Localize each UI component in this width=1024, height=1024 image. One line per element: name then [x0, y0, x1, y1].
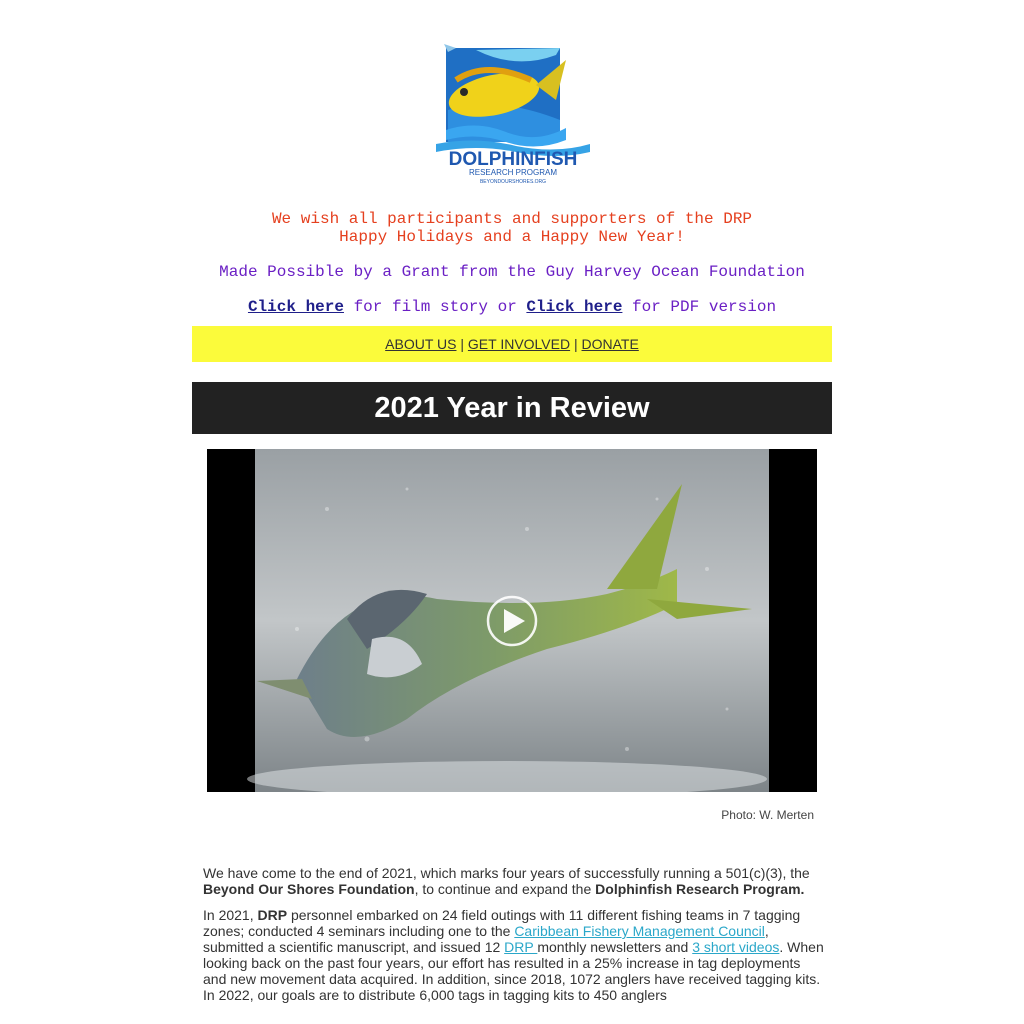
nav-separator: |: [573, 336, 578, 352]
drp-newsletters-link[interactable]: DRP: [504, 939, 538, 955]
short-videos-link[interactable]: 3 short videos: [692, 939, 780, 955]
logo-subtitle: RESEARCH PROGRAM: [468, 168, 558, 177]
holiday-greeting: [192, 210, 832, 246]
cfmc-link[interactable]: Caribbean Fishery Management Council: [514, 923, 765, 939]
nav-separator: |: [460, 336, 465, 352]
logo-url: BEYONDOURSHORES.ORG: [479, 179, 547, 185]
grant-text: Made Possible by a Grant from the Guy Harvey Ocean Foundation: [219, 263, 805, 281]
nav-bar: [192, 326, 832, 362]
greeting-line-2: Happy Holidays and a Happy New Year!: [339, 228, 685, 246]
video-player[interactable]: [207, 449, 817, 792]
article-body: [203, 865, 825, 1013]
pdf-version-link[interactable]: Click here: [526, 298, 623, 316]
links-mid-text: for film story or: [343, 298, 527, 316]
dolphinfish-logo-icon: [436, 40, 590, 186]
nav-about-us-link[interactable]: ABOUT US: [385, 336, 457, 352]
nav-donate-link[interactable]: DONATE: [581, 336, 639, 352]
photo-credit: Photo: W. Merten: [721, 808, 814, 822]
video-thumbnail: [207, 449, 817, 792]
dolphinfish-logo[interactable]: [436, 40, 590, 186]
section-banner-title: 2021 Year in Review: [192, 382, 832, 434]
logo-title: DOLPHINFISH: [448, 149, 578, 170]
paragraph-2: In 2021, DRP personnel embarked on 24 field outings with 11 different fishing teams in 7 tagging zones; conducted 4 seminars including one to the Caribbean Fishery Management Council, submitted a scientific manuscript, and issued 12 DRP monthly newsletters and 3 short videos. When looking back on the past four years, our effort has resulted in a 25% increase in tag deployments and new movement data acquired. In addition, since 2018, 1072 anglers have received tagging kits. In 2022, our goals are to distribute 6,000 tags in tagging kits to 450 anglers: [203, 907, 824, 1003]
film-pdf-links: [192, 298, 832, 316]
nav-get-involved-link[interactable]: GET INVOLVED: [467, 336, 571, 352]
links-end-text: for PDF version: [622, 298, 777, 316]
film-story-link[interactable]: Click here: [247, 298, 344, 316]
paragraph-1: We have come to the end of 2021, which marks four years of successfully running a 501(c)(3), the Beyond Our Shores Foundation, to continue and expand the Dolphinfish Research Program.: [203, 865, 810, 897]
greeting-line-1: We wish all participants and supporters of the DRP: [271, 210, 753, 228]
